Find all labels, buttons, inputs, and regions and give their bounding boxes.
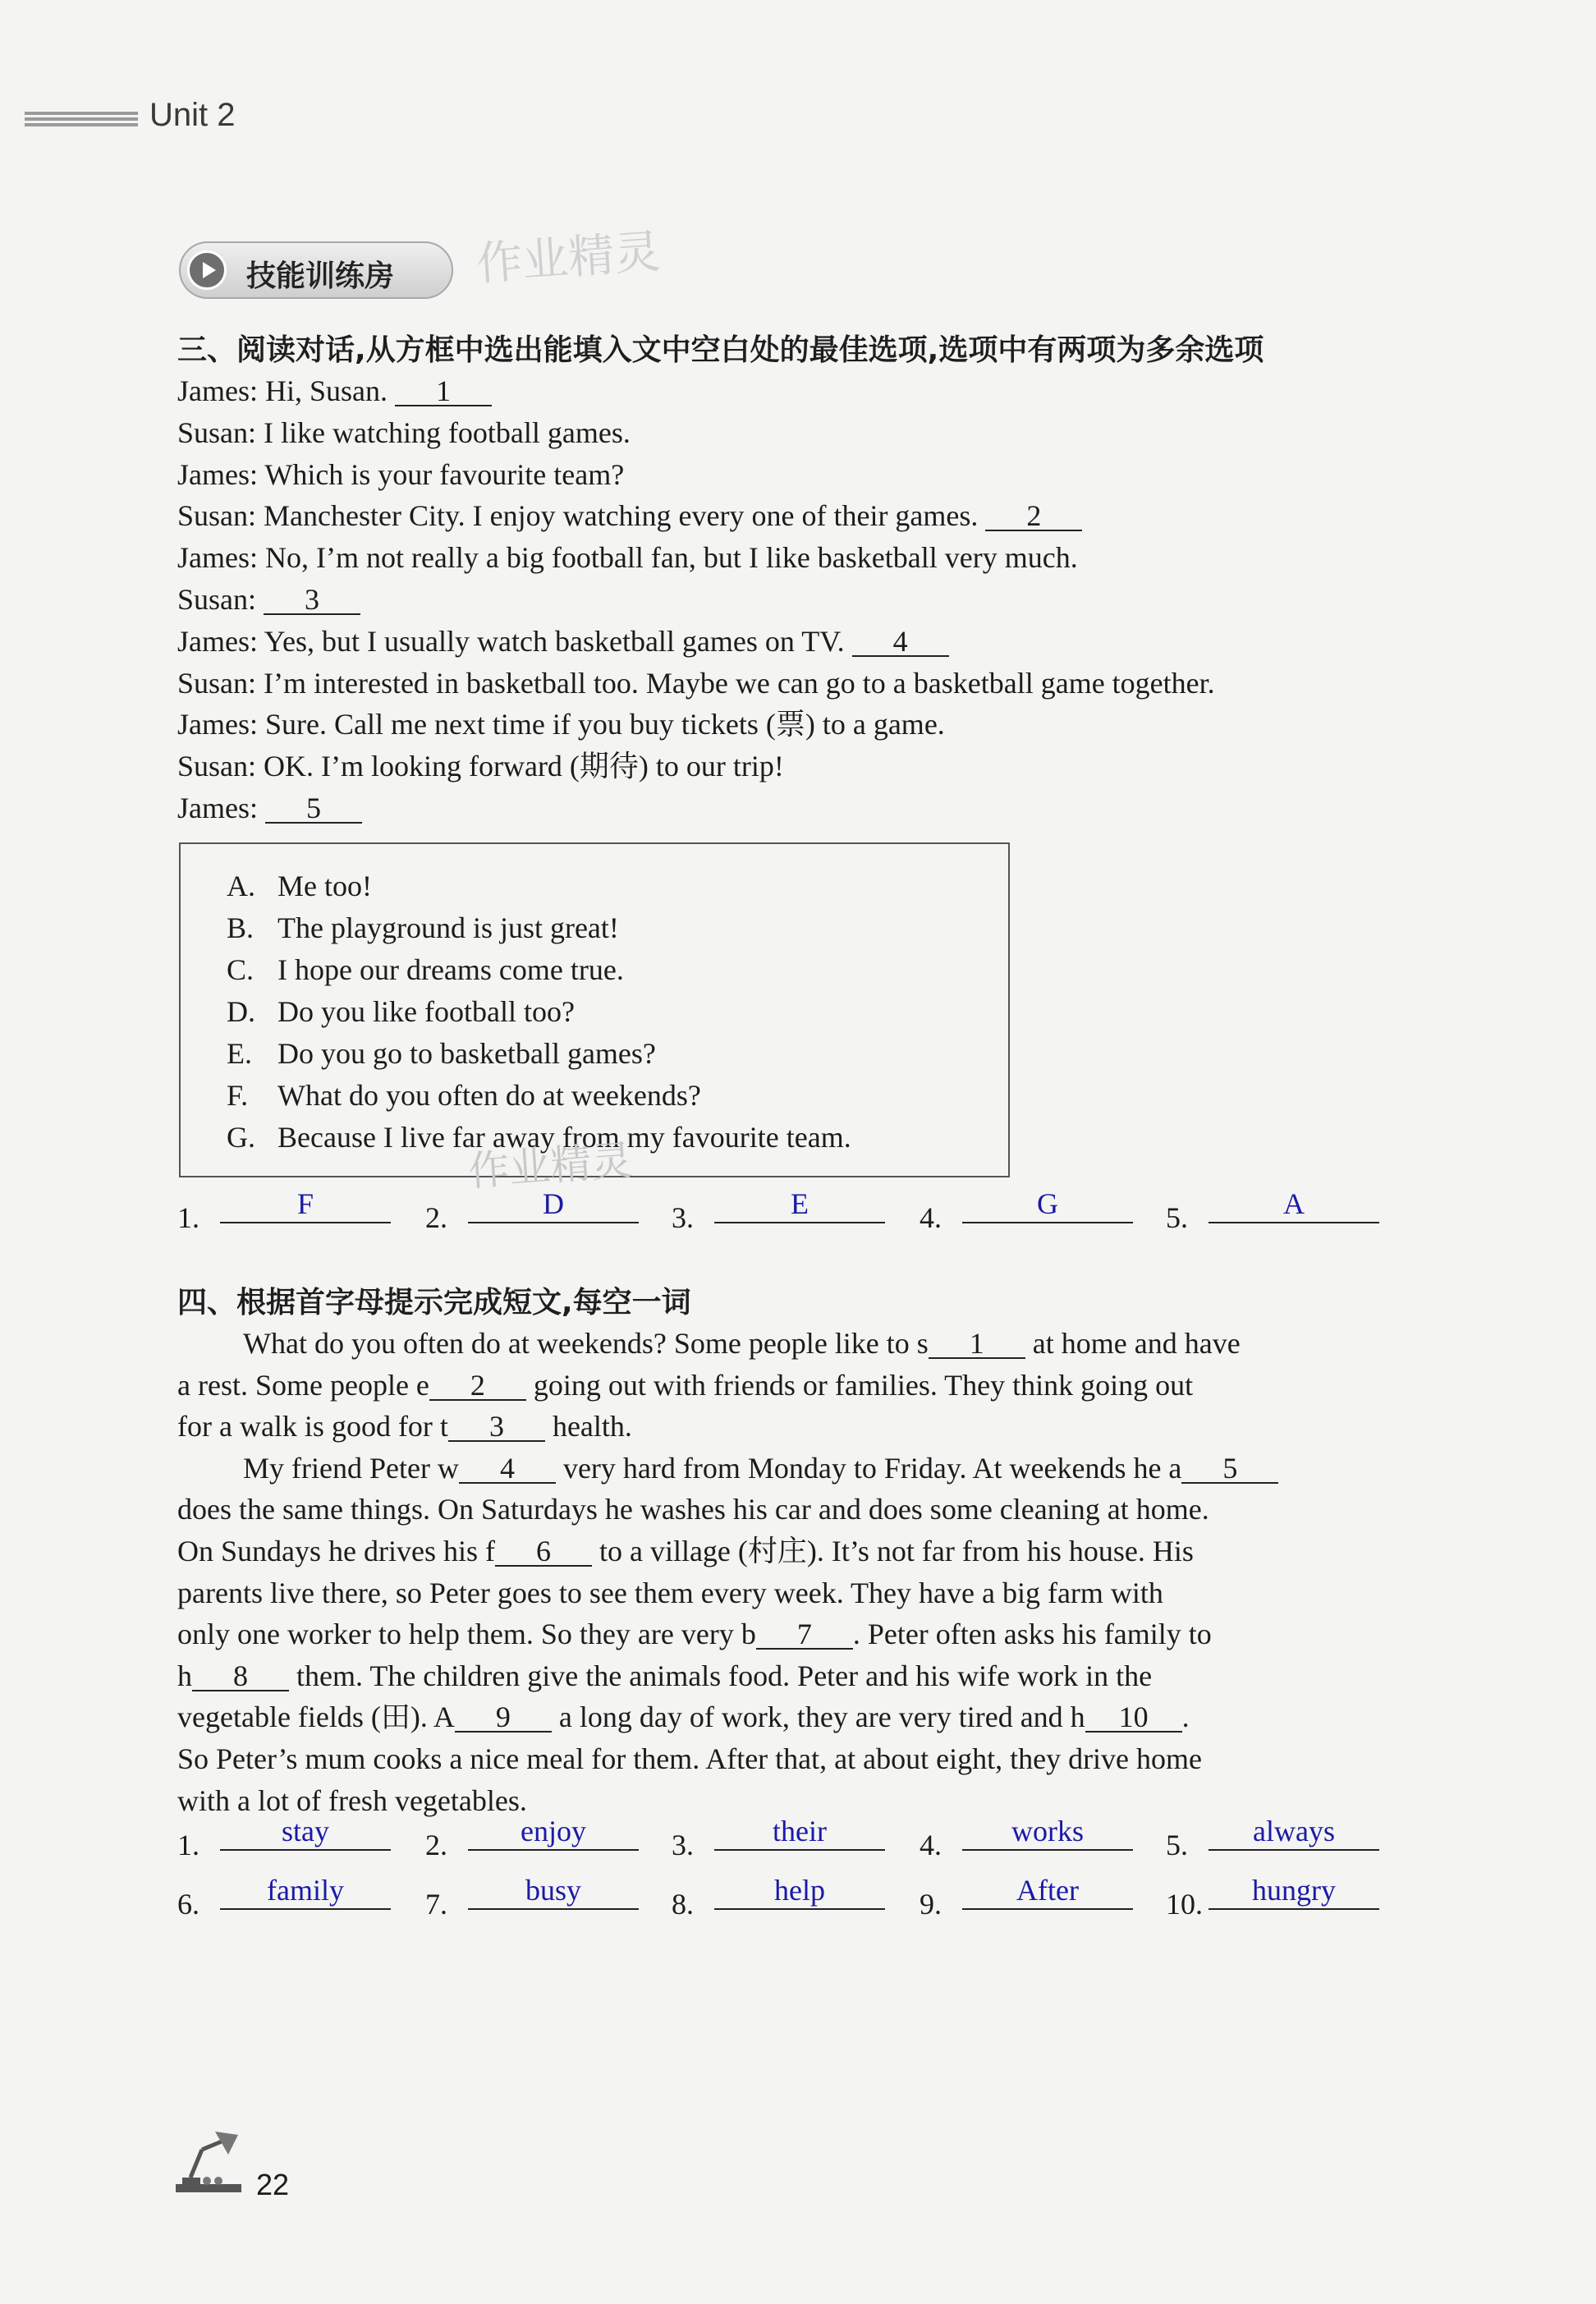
passage-text: a long day of work, they are very tired and h <box>551 1700 1085 1734</box>
speaker-name: Susan: <box>177 415 257 449</box>
answer-number: 3. <box>672 1829 694 1861</box>
passage-blank[interactable]: 8 <box>192 1662 289 1691</box>
answer-value: family <box>267 1874 344 1907</box>
passage-line <box>177 1494 1209 1524</box>
dialogue-text <box>256 583 264 616</box>
answer-value: D <box>543 1187 564 1220</box>
part3-heading: 三、阅读对话,从方框中选出能填入文中空白处的最佳选项,选项中有两项为多余选项 <box>177 333 1264 367</box>
passage-line <box>177 1661 1152 1691</box>
answer-number: 9. <box>920 1888 942 1921</box>
option-letter: F. <box>227 1079 249 1112</box>
passage-text: So Peter’s mum cooks a nice meal for them. After that, at about eight, they drive home <box>177 1742 1203 1775</box>
passage-line <box>177 1578 1163 1608</box>
passage-text: My friend Peter w <box>243 1451 459 1485</box>
option-text: Do you go to basketball games? <box>277 1037 656 1070</box>
passage-line <box>243 1453 1278 1484</box>
speaker-name: James: <box>177 457 258 491</box>
dialogue-text: Yes, but I usually watch basketball games on TV. <box>257 624 852 658</box>
passage-blank[interactable]: 7 <box>756 1620 853 1650</box>
options-box <box>179 842 1010 1177</box>
passage-text: On Sundays he drives his f <box>177 1535 495 1567</box>
passage-text: What do you often do at weekends? Some people like to s <box>243 1327 929 1360</box>
answer-value: A <box>1283 1187 1305 1220</box>
speaker-name: Susan: <box>177 750 257 783</box>
option-text: What do you often do at weekends? <box>277 1079 701 1112</box>
passage-text: h <box>177 1659 192 1692</box>
part3-answer-blank[interactable] <box>1208 1189 1379 1223</box>
answer-number: 3. <box>672 1201 694 1234</box>
part3-answer-blank[interactable] <box>714 1189 885 1223</box>
header-decoration-lines <box>25 112 138 129</box>
passage-text: parents live there, so Peter goes to see them every week. They have a big farm with <box>177 1576 1163 1609</box>
answer-number: 6. <box>177 1888 200 1921</box>
part4-answer-blank[interactable] <box>220 1816 391 1851</box>
speaker-name: Susan: <box>177 583 257 616</box>
option-letter: D. <box>227 995 255 1028</box>
answer-number: 5. <box>1166 1201 1188 1234</box>
dialogue-line <box>177 541 1078 575</box>
answer-value: enjoy <box>521 1815 586 1847</box>
passage-line <box>177 1702 1190 1733</box>
passage-line <box>177 1619 1212 1650</box>
answer-number: 7. <box>425 1888 447 1921</box>
speaker-name: James: <box>177 374 258 407</box>
dialogue-blank[interactable]: 3 <box>264 585 360 615</box>
answer-value: stay <box>282 1815 329 1847</box>
page-number: 22 <box>256 2168 290 2201</box>
dialogue-line <box>177 415 631 449</box>
part4-heading: 四、根据首字母提示完成短文,每空一词 <box>177 1286 691 1320</box>
option-text: I hope our dreams come true. <box>277 953 624 986</box>
dialogue-text: I like watching football games. <box>256 415 631 449</box>
passage-blank[interactable]: 9 <box>455 1703 552 1733</box>
answer-number: 5. <box>1166 1829 1188 1861</box>
dialogue-text: No, I’m not really a big football fan, but I like basketball very much. <box>257 541 1078 575</box>
part4-answer-blank[interactable] <box>220 1875 391 1910</box>
part4-answer-blank[interactable] <box>962 1816 1133 1851</box>
answer-number: 10. <box>1166 1888 1203 1921</box>
passage-text: health. <box>544 1410 632 1443</box>
answer-value: always <box>1253 1815 1335 1847</box>
option-text: The playground is just great! <box>277 911 619 944</box>
answer-value: their <box>773 1815 827 1847</box>
answer-value: G <box>1037 1187 1058 1220</box>
part3-answer-blank[interactable] <box>962 1189 1133 1223</box>
passage-text: with a lot of fresh vegetables. <box>177 1783 527 1817</box>
dialogue-line <box>177 585 360 615</box>
option-text: Me too! <box>277 870 372 902</box>
passage-line <box>243 1329 1241 1359</box>
speaker-name: James: <box>177 708 258 741</box>
option-text: Because I live far away from my favourite team. <box>277 1121 851 1154</box>
dialogue-text: OK. I’m looking forward (期待) to our trip! <box>256 750 784 783</box>
watermark-logo: 作业精灵 <box>475 225 663 291</box>
option-text: Do you like football too? <box>277 995 575 1028</box>
option-item <box>227 911 619 945</box>
passage-blank[interactable]: 3 <box>448 1412 545 1442</box>
passage-blank[interactable]: 6 <box>495 1537 592 1567</box>
passage-line <box>177 1744 1202 1774</box>
part4-answer-blank[interactable] <box>1208 1875 1379 1910</box>
answer-number: 2. <box>425 1201 447 1234</box>
passage-text: . Peter often asks his family to <box>852 1618 1212 1651</box>
passage-text: does the same things. On Saturdays he washes his car and does some cleaning at home. <box>177 1493 1209 1526</box>
answer-value: F <box>296 1187 314 1220</box>
option-letter: E. <box>227 1037 252 1070</box>
dialogue-line <box>177 376 492 406</box>
answer-number: 4. <box>920 1829 942 1861</box>
passage-text: only one worker to help them. So they are very b <box>177 1618 756 1651</box>
passage-blank[interactable]: 1 <box>929 1329 1025 1359</box>
dialogue-line <box>177 457 625 491</box>
dialogue-text: Hi, Susan. <box>257 374 395 407</box>
speaker-name: James: <box>177 624 258 658</box>
passage-text: vegetable fields (田). A <box>177 1700 455 1734</box>
dialogue-blank[interactable]: 4 <box>852 627 949 657</box>
part4-answer-blank[interactable] <box>468 1875 639 1910</box>
passage-text: a rest. Some people e <box>177 1368 429 1402</box>
answer-number: 2. <box>425 1829 447 1861</box>
option-letter: C. <box>227 953 255 986</box>
answer-number: 4. <box>920 1201 942 1234</box>
passage-blank[interactable]: 5 <box>1181 1454 1278 1484</box>
answer-value: E <box>791 1187 809 1220</box>
speaker-name: Susan: <box>177 499 257 533</box>
speaker-name: Susan: <box>177 666 257 700</box>
answer-value: help <box>774 1874 825 1907</box>
passage-blank[interactable]: 4 <box>459 1454 556 1484</box>
dialogue-line <box>177 501 1082 531</box>
part4-answer-blank[interactable] <box>468 1816 639 1851</box>
dialogue-text: I’m interested in basketball too. Maybe we can go to a basketball game together. <box>256 666 1215 700</box>
passage-line <box>177 1411 632 1442</box>
option-letter: A. <box>227 870 255 902</box>
unit-title: Unit 2 <box>149 97 236 133</box>
option-item <box>227 952 624 987</box>
passage-text: . <box>1181 1700 1190 1734</box>
passage-text: to a village (村庄). It’s not far from his house. His <box>591 1535 1194 1567</box>
answer-value: hungry <box>1252 1874 1336 1907</box>
option-item <box>227 869 372 903</box>
section-badge-label: 技能训练房 <box>246 259 395 293</box>
dialogue-text: Which is your favourite team? <box>257 457 625 491</box>
passage-line <box>177 1783 527 1817</box>
option-item <box>227 1036 656 1071</box>
option-letter: G. <box>227 1121 255 1154</box>
answer-number: 8. <box>672 1888 694 1921</box>
passage-blank[interactable]: 2 <box>429 1371 526 1401</box>
speaker-name: James: <box>177 792 258 824</box>
option-item <box>227 1078 701 1113</box>
part3-answer-blank[interactable] <box>468 1189 639 1223</box>
lamp-icon <box>174 2127 245 2196</box>
option-item <box>227 994 575 1029</box>
passage-text: at home and have <box>1025 1327 1241 1360</box>
answer-value: busy <box>525 1874 581 1907</box>
dialogue-blank[interactable]: 5 <box>265 794 362 824</box>
dialogue-line <box>177 668 1215 698</box>
dialogue-text: Manchester City. I enjoy watching every one of their games. <box>256 499 986 533</box>
part3-answer-blank[interactable] <box>220 1189 391 1223</box>
passage-text: very hard from Monday to Friday. At weekends he a <box>555 1451 1182 1485</box>
dialogue-text <box>258 792 265 824</box>
part4-answer-blank[interactable] <box>1208 1816 1379 1851</box>
play-icon <box>187 250 227 290</box>
dialogue-line <box>177 793 362 824</box>
passage-line <box>177 1536 1194 1567</box>
part4-answer-blank[interactable] <box>714 1875 885 1910</box>
dialogue-line <box>177 626 949 657</box>
passage-text: them. The children give the animals food. Peter and his wife work in the <box>289 1659 1153 1692</box>
section-badge <box>179 241 453 299</box>
answer-number: 1. <box>177 1829 200 1861</box>
passage-line <box>177 1370 1193 1401</box>
answer-number: 1. <box>177 1201 200 1234</box>
dialogue-blank[interactable]: 1 <box>395 377 492 406</box>
option-letter: B. <box>227 911 255 944</box>
passage-text: going out with friends or families. They think going out <box>525 1368 1194 1402</box>
dialogue-blank[interactable]: 2 <box>985 502 1082 531</box>
dialogue-text: Sure. Call me next time if you buy tickets (票) to a game. <box>257 708 945 741</box>
part4-answer-blank[interactable] <box>714 1816 885 1851</box>
box-watermark: 作业精灵 <box>466 1136 635 1196</box>
dialogue-line <box>177 709 945 739</box>
speaker-name: James: <box>177 541 258 575</box>
passage-blank[interactable]: 10 <box>1085 1703 1182 1733</box>
passage-text: for a walk is good for t <box>177 1410 448 1443</box>
answer-value: After <box>1016 1874 1079 1907</box>
part4-answer-blank[interactable] <box>962 1875 1133 1910</box>
answer-value: works <box>1011 1815 1084 1847</box>
dialogue-line <box>177 751 784 781</box>
